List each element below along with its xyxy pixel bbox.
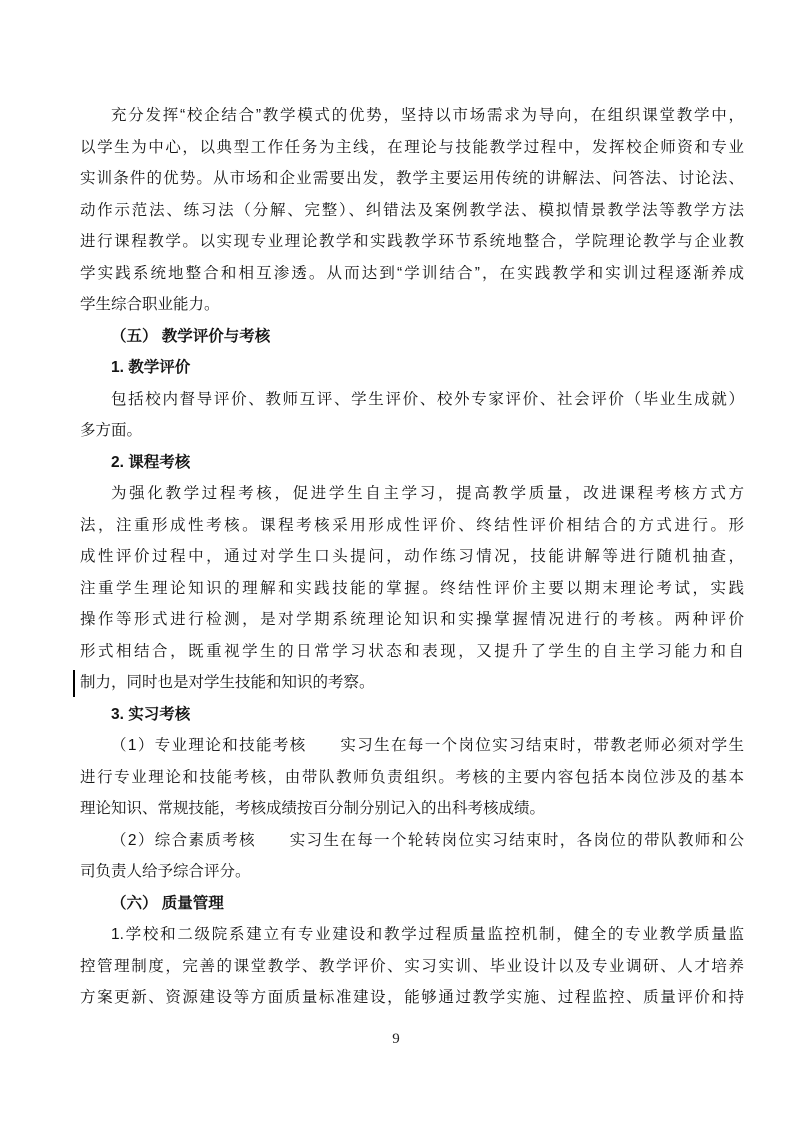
text-line (80, 415, 744, 447)
line-text: 1.学校和二级院系建立有专业建设和教学过程质量监控机制，健全的专业教学质量监 (111, 926, 744, 943)
line-text: 动作示范法、练习法（分解、完整）、纠错法及案例教学法、模拟情景教学法等教学方法 (80, 201, 744, 219)
text-line (80, 825, 744, 857)
line-text: （六） 质量管理 (111, 894, 224, 912)
line-text: 法，注重形成性考核。课程考核采用形成性评价、终结性评价相结合的方式进行。形 (80, 516, 744, 534)
text-block (80, 100, 744, 1014)
line-text: 1. 教学评价 (111, 359, 191, 376)
line-text: 多方面。 (80, 422, 143, 439)
revision-change-bar-icon (73, 670, 75, 697)
text-line (80, 163, 744, 195)
line-text: （五） 教学评价与考核 (111, 327, 271, 345)
line-text: 实训条件的优势。从市场和企业需要出发，教学主要运用传统的讲解法、问答法、讨论法、 (80, 170, 744, 187)
line-text: （2）综合素质考核 实习生在每一个轮转岗位实习结束时，各岗位的带队教师和公 (111, 831, 744, 849)
text-line (80, 793, 744, 825)
line-text: 进行专业理论和技能考核，由带队教师负责组织。考核的主要内容包括本岗位涉及的基本 (80, 768, 744, 786)
text-line (80, 226, 744, 258)
line-text: 理论知识、常规技能，考核成绩按百分制分别记入的出科考核成绩。 (80, 800, 546, 817)
line-text: 以学生为中心，以典型工作任务为主线，在理论与技能教学过程中，发挥校企师资和专业 (80, 138, 744, 156)
line-text: 司负责人给予综合评分。 (80, 863, 251, 880)
text-line (80, 321, 744, 353)
line-text: 进行课程教学。以实现专业理论教学和实践教学环节系统地整合，学院理论教学与企业教 (80, 233, 744, 250)
line-text: 方案更新、资源建设等方面质量标准建设，能够通过教学实施、过程监控、质量评价和持 (80, 989, 744, 1006)
line-text: （1）专业理论和技能考核 实习生在每一个岗位实习结束时，带教老师必须对学生 (111, 737, 744, 754)
text-line (80, 730, 744, 762)
text-line (80, 856, 744, 888)
line-text: 学实践系统地整合和相互渗透。从而达到“学训结合”，在实践教学和实训过程逐渐养成 (80, 264, 744, 282)
line-text: 成性评价过程中，通过对学生口头提问，动作练习情况，技能讲解等进行随机抽查， (80, 548, 744, 565)
text-line (80, 636, 744, 668)
line-text: 3. 实习考核 (111, 705, 191, 723)
line-text: 控管理制度，完善的课堂教学、教学评价、实习实训、毕业设计以及专业调研、人才培养 (80, 957, 744, 975)
line-text: 注重学生理论知识的理解和实践技能的掌握。终结性评价主要以期末理论考试，实践 (80, 579, 744, 597)
page-number: 9 (392, 1031, 400, 1047)
text-line (80, 289, 744, 321)
text-line (80, 258, 744, 290)
text-line (80, 951, 744, 983)
text-line (80, 982, 744, 1014)
line-text: 2. 课程考核 (111, 453, 191, 471)
text-line (80, 667, 744, 699)
line-text: 为强化教学过程考核，促进学生自主学习，提高教学质量，改进课程考核方式方 (111, 485, 744, 502)
text-line (80, 573, 744, 605)
text-line (80, 919, 744, 951)
text-line (80, 699, 744, 731)
line-text: 充分发挥“校企结合”教学模式的优势，坚持以市场需求为导向，在组织课堂教学中， (111, 107, 744, 124)
text-line (80, 384, 744, 416)
text-line (80, 352, 744, 384)
text-line (80, 541, 744, 573)
text-line (80, 604, 744, 636)
line-text: 制力，同时也是对学生技能和知识的考察。 (80, 674, 375, 691)
line-text: 包括校内督导评价、教师互评、学生评价、校外专家评价、社会评价（毕业生成就） (111, 390, 744, 408)
text-line (80, 762, 744, 794)
line-text: 学生综合职业能力。 (80, 296, 220, 313)
line-text: 形式相结合，既重视学生的日常学习状态和表现，又提升了学生的自主学习能力和自 (80, 642, 744, 660)
text-line (80, 510, 744, 542)
text-line (80, 478, 744, 510)
text-line (80, 447, 744, 479)
text-line (80, 888, 744, 920)
line-text: 操作等形式进行检测，是对学期系统理论知识和实操掌握情况进行的考核。两种评价 (80, 611, 744, 628)
text-line (80, 100, 744, 132)
text-line (80, 195, 744, 227)
text-line (80, 132, 744, 164)
